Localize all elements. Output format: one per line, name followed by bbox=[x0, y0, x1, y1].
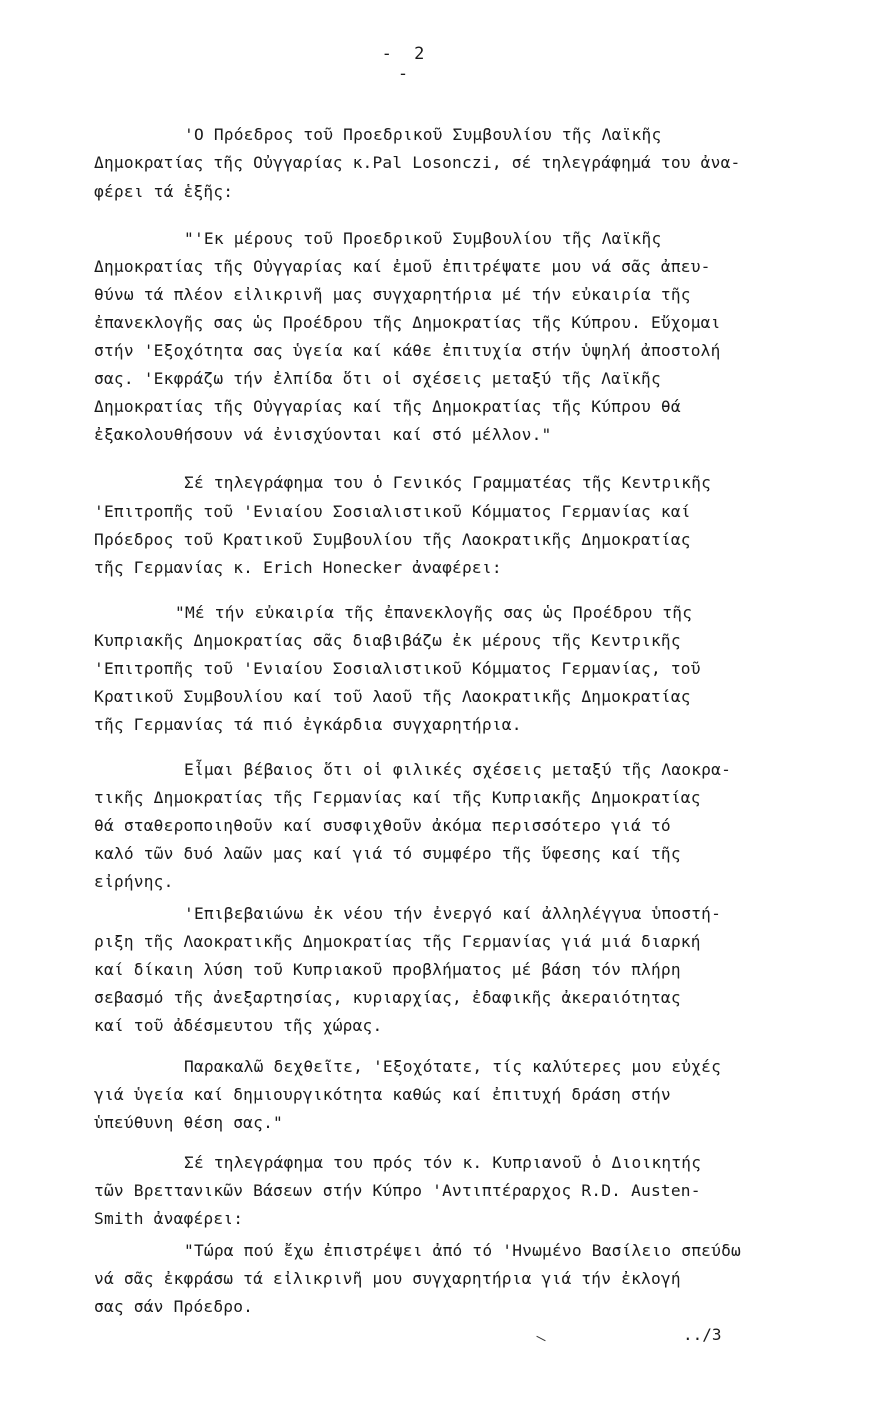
text-line: "'Εκ μέρους τοῦ Προεδρικοῦ Συμβουλίου τῆς Λαϊκῆς bbox=[184, 229, 662, 248]
text-line: Εἶμαι βέβαιος ὅτι οἱ φιλικές σχέσεις μεταξύ τῆς Λαοκρα- bbox=[184, 760, 732, 779]
text-line: σεβασμό τῆς ἀνεξαρτησίας, κυριαρχίας, ἐδαφικῆς ἀκεραιότητας bbox=[94, 988, 681, 1007]
text-line: σας. 'Εκφράζω τήν ἐλπίδα ὅτι οἱ σχέσεις μεταξύ τῆς Λαϊκῆς bbox=[94, 369, 661, 388]
text-line: Δημοκρατίας τῆς Οὐγγαρίας καί ἐμοῦ ἐπιτρέψατε μου νά σᾶς ἀπευ- bbox=[94, 257, 711, 276]
text-line: 'Επιτροπῆς τοῦ 'Ενιαίου Σοσιαλιστικοῦ Κόμματος Γερμανίας, τοῦ bbox=[94, 659, 701, 678]
text-line: 'Επιβεβαιώνω ἐκ νέου τήν ἐνεργό καί ἀλληλέγγυα ὑποστή- bbox=[184, 904, 722, 923]
text-line: ἐξακολουθήσουν νά ἐνισχύονται καί στό μέλλον." bbox=[94, 425, 552, 444]
text-line: εἰρήνης. bbox=[94, 872, 174, 891]
text-line: καί δίκαιη λύση τοῦ Κυπριακοῦ προβλήματος μέ βάση τόν πλήρη bbox=[94, 960, 681, 979]
stray-pen-mark bbox=[536, 1336, 545, 1342]
text-line: Smith ἀναφέρει: bbox=[94, 1209, 244, 1228]
text-line: ἐπανεκλογῆς σας ὡς Προέδρου τῆς Δημοκρατίας τῆς Κύπρου. Εὔχομαι bbox=[94, 313, 721, 332]
text-line: "Τώρα πού ἔχω ἐπιστρέψει ἀπό τό 'Ηνωμένο Βασίλειο σπεύδω bbox=[184, 1241, 741, 1260]
text-line: θά σταθεροποιηθοῦν καί συσφιχθοῦν ἀκόμα περισσότερο γιά τό bbox=[94, 816, 671, 835]
text-line: γιά ὑγεία καί δημιουργικότητα καθώς καί ἐπιτυχή δράση στήν bbox=[94, 1085, 671, 1104]
text-line: Σέ τηλεγράφημα του πρός τόν κ. Κυπριανοῦ ὁ Διοικητής bbox=[184, 1153, 702, 1172]
text-line: Παρακαλῶ δεχθεῖτε, 'Εξοχότατε, τίς καλύτερες μου εὐχές bbox=[184, 1057, 722, 1076]
text-line: τῶν Βρεττανικῶν Βάσεων στήν Κύπρο 'Αντιπτέραρχος R.D. Austen- bbox=[94, 1181, 701, 1200]
continuation-marker: ../3 bbox=[683, 1325, 722, 1344]
text-line: στήν 'Εξοχότητα σας ὑγεία καί κάθε ἐπιτυχία στήν ὑψηλή ἀποστολή bbox=[94, 341, 721, 360]
text-line: "Μέ τήν εὐκαιρία τῆς ἐπανεκλογῆς σας ὡς Προέδρου τῆς bbox=[175, 603, 693, 622]
text-line: Κυπριακῆς Δημοκρατίας σᾶς διαβιβάζω ἐκ μέρους τῆς Κεντρικῆς bbox=[94, 631, 681, 650]
text-line: καλό τῶν δυό λαῶν μας καί γιά τό συμφέρο τῆς ὕφεσης καί τῆς bbox=[94, 844, 681, 863]
text-line: καί τοῦ ἀδέσμευτου τῆς χώρας. bbox=[94, 1016, 383, 1035]
text-line: τικῆς Δημοκρατίας τῆς Γερμανίας καί τῆς Κυπριακῆς Δημοκρατίας bbox=[94, 788, 701, 807]
text-line: ὑπεύθυνη θέση σας." bbox=[94, 1113, 283, 1132]
text-line: 'Ο Πρόεδρος τοῦ Προεδρικοῦ Συμβουλίου τῆς Λαϊκῆς bbox=[184, 125, 662, 144]
page-number: - 2 - bbox=[381, 44, 431, 84]
text-line: Πρόεδρος τοῦ Κρατικοῦ Συμβουλίου τῆς Λαοκρατικῆς Δημοκρατίας bbox=[94, 530, 691, 549]
text-line: νά σᾶς ἐκφράσω τά εἰλικρινῆ μου συγχαρητήρια γιά τήν ἐκλογή bbox=[94, 1269, 681, 1288]
text-line: τῆς Γερμανίας κ. Erich Honecker ἀναφέρει: bbox=[94, 558, 502, 577]
text-line: Δημοκρατίας τῆς Οὐγγαρίας καί τῆς Δημοκρατίας τῆς Κύπρου θά bbox=[94, 397, 681, 416]
text-line: θύνω τά πλέον εἰλικρινῆ μας συγχαρητήρια μέ τήν εὐκαιρία τῆς bbox=[94, 285, 691, 304]
text-line: Σέ τηλεγράφημα του ὁ Γενικός Γραμματέας τῆς Κεντρικῆς bbox=[184, 473, 712, 492]
text-line: ριξη τῆς Λαοκρατικῆς Δημοκρατίας τῆς Γερμανίας γιά μιά διαρκή bbox=[94, 932, 701, 951]
text-line: Κρατικοῦ Συμβουλίου καί τοῦ λαοῦ τῆς Λαοκρατικῆς Δημοκρατίας bbox=[94, 687, 691, 706]
text-line: Δημοκρατίας τῆς Οὐγγαρίας κ.Pal Losonczi, σέ τηλεγράφημά του ἀνα- bbox=[94, 153, 741, 172]
text-line: σας σάν Πρόεδρο. bbox=[94, 1297, 254, 1316]
text-line: 'Επιτροπῆς τοῦ 'Ενιαίου Σοσιαλιστικοῦ Κόμματος Γερμανίας καί bbox=[94, 502, 691, 521]
text-line: τῆς Γερμανίας τά πιό ἐγκάρδια συγχαρητήρια. bbox=[94, 715, 522, 734]
text-line: φέρει τά ἑξῆς: bbox=[94, 182, 234, 201]
